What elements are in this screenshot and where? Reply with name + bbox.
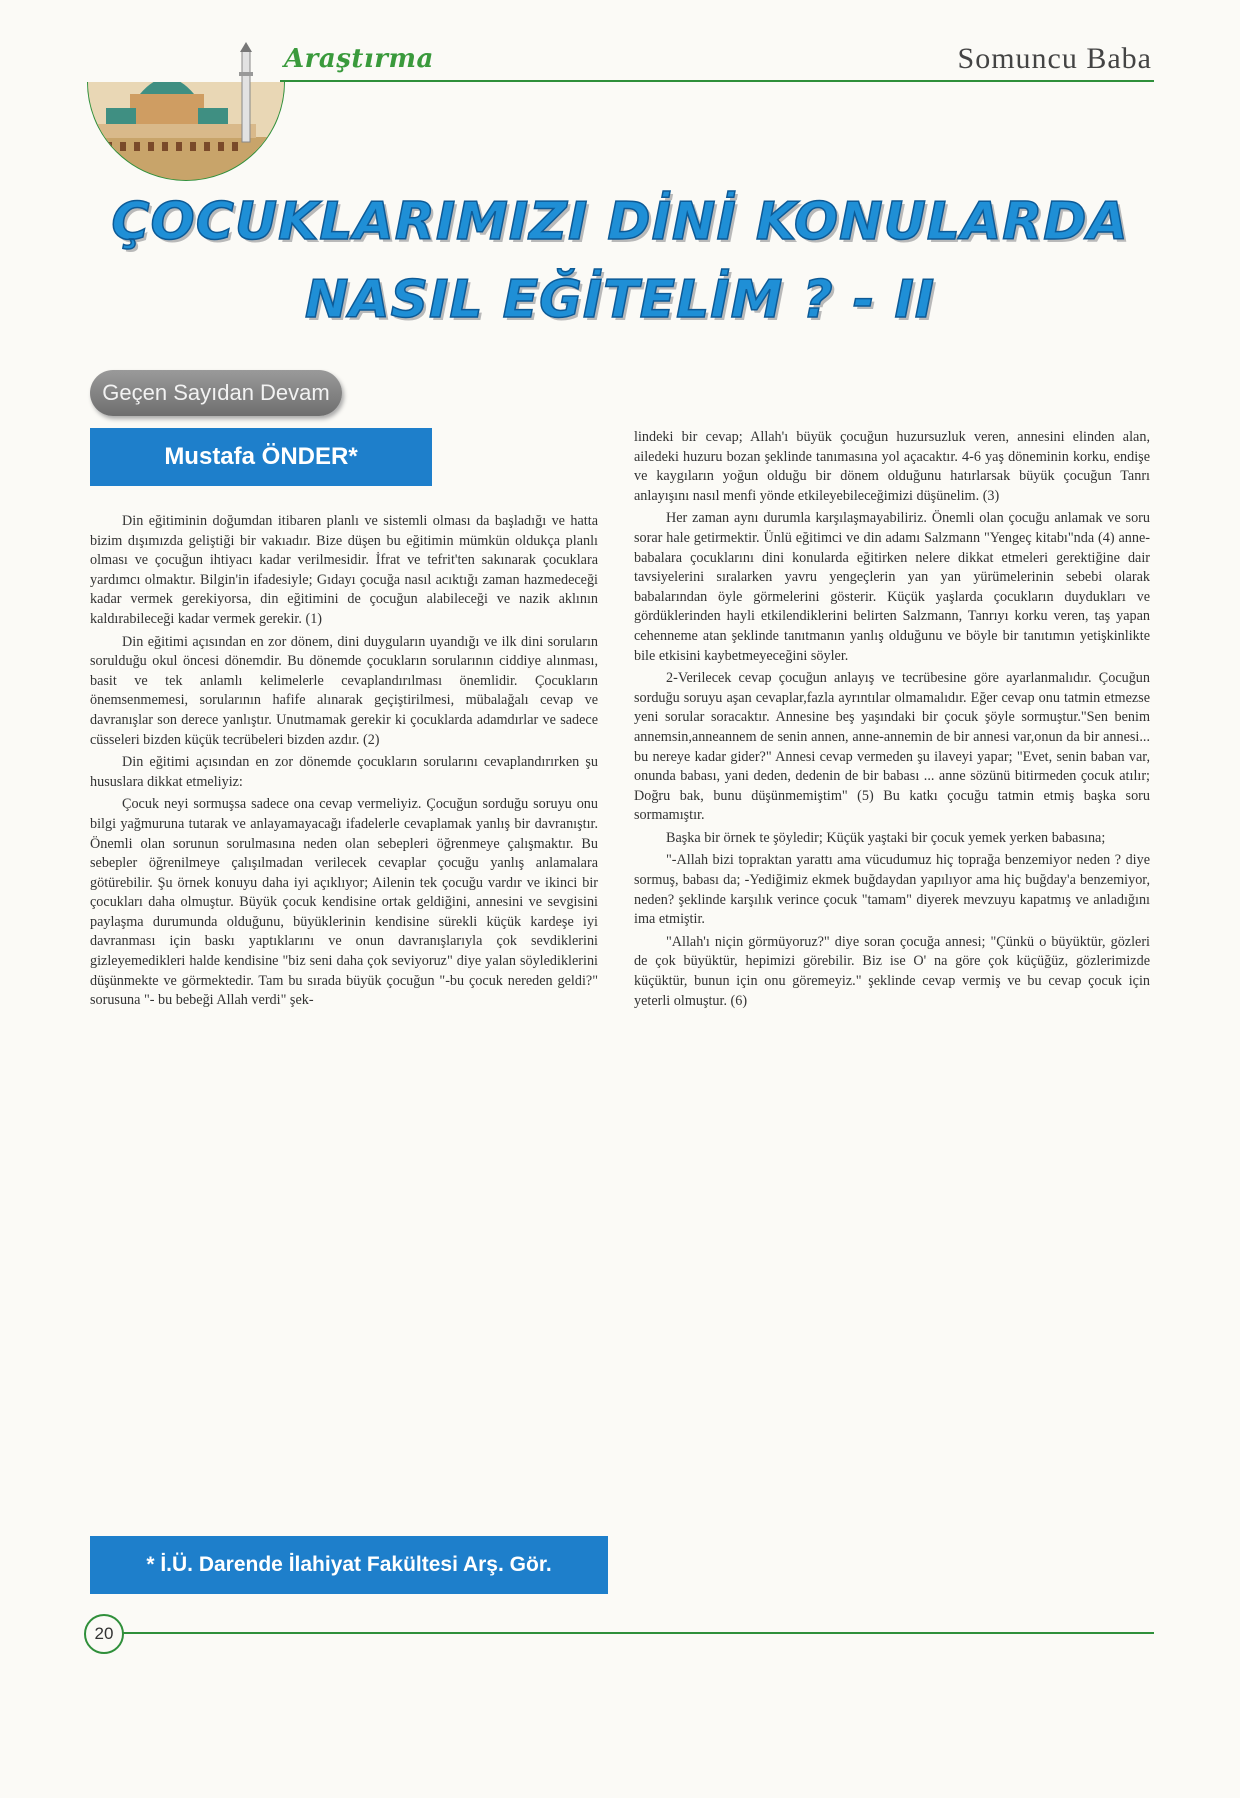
right-column [634, 428, 1150, 1798]
continued-badge: Geçen Sayıdan Devam [90, 370, 342, 416]
paragraph: Çocuk neyi sormuşsa sadece ona cevap vermeliyiz. Çocuğun sorduğu soruyu onu bilgi yağmuruna tutarak ve anlayamayacağı ifadelerle cevaplamak yanlış bir davranıştır. Önemli olan sorunun sorulmasına neden olan sebepleri öğrenmeye çalışmaktır. Bu sebepler öğrenilmeye çalışılmadan verilecek cevaplar çocuğu yanlış anlamalara götürebilir. Şu örnek konuyu daha iyi açıklıyor; Ailenin tek çocuğu vardır ve ikinci bir çocukları daha olmuştur. Büyük çocuk kendisine ortak geldiğini, annesini ve sevgisini paylaşma durumunda olduğunu, büyüklerinin kendisine sürekli küçük kardeşe iyi davranması için baskı yaptıklarını ve onun davranışlarıyla çok sevdiklerini gizleyemedikleri halde kendisine "biz seni daha çok seviyoruz" diye yalan söylediklerini düşünmekte ve görmektedir. Tam bu sırada büyük çocuğun "-bu çocuk nereden geldi?" sorusuna "- bu bebeği Allah verdi" şek- [90, 796, 598, 1009]
section-label: Araştırma [284, 44, 434, 74]
magazine-name: Somuncu Baba [957, 42, 1152, 75]
paragraph: Başka bir örnek te şöyledir; Küçük yaştaki bir çocuk yemek yerken babasına; [666, 829, 1106, 846]
author-box: Mustafa ÖNDER* [90, 428, 432, 486]
paragraph: lindeki bir cevap; Allah'ı büyük çocuğun huzursuzluk veren, annesini elinden alan, ailedeki huzuru bozan şeklinde tanımasına yol açacaktır. 4-6 yaş döneminin korku, endişe ve kaygıların yoğun olduğu bir dönem olduğunu hatırlarsak büyük çocuğun Tanrı anlayışını nasıl menfi yönde etkileyebileceğimizi düşünelim. (3) [634, 429, 1150, 504]
paragraph: Din eğitiminin doğumdan itibaren planlı ve sistemli olması da başladığı ve hatta bizim dışımızda geliştiği bir vakıadır. Bize düşen bu eğitimin mümkün oldukça planlı olması ve çocuğun ihtiyacı kadar verilmesidir. İfrat ve tefrit'ten sakınarak çocuklara yardımcı olmaktır. Bilgin'in ifadesiyle; Gıdayı çocuğa nasıl acıktığı zaman hazmedeceği kadar vermek gerekiyorsa, din eğitimini de çocuğun alabileceği ve nazik aklının kaldırabileceği kadar vermek gerekir. (1) [90, 513, 598, 627]
paragraph: Din eğitimi açısından en zor dönem, dini duyguların uyandığı ve ilk dini soruların sorulduğu okul öncesi dönemdir. Bu dönemde çocukların sorularının ciddiye alınması, basit ve tek anlamlı kelimelerle cevaplandırılması önemlidir. Çocukların önemsenmemesi, sorularının hafife alınarak geçiştirilmesi, mübalağalı cevap ve davranışlar son derece yanlıştır. Unutmamak gerekir ki çocuklarda adamdırlar ve sadece cüsseleri bizden küçük tecrübeleri bizden azdır. (2) [90, 633, 598, 748]
paragraph: "-Allah bizi topraktan yarattı ama vücudumuz hiç toprağa benzemiyor neden ? diye sormuş, babası da; -Yediğimiz ekmek buğdaydan yapılıyor ama hiç buğday'a benzemiyor, neden? şeklinde karşılık verince çocuk "tamam" diyerek mevzuyu kapatmış ve anladığını ima etmiştir. [634, 852, 1150, 928]
paragraph: Her zaman aynı durumla karşılaşmayabiliriz. Önemli olan çocuğu anlamak ve soru sorar hale getirmektir. Ünlü eğitimci ve din adamı Salzmann "Yengeç kitabı"nda (4) anne-babalara çocuklarını dini konularda eğitirken nelere dikkat etmeleri gerektiğine dair tavsiyelerini sıralarken yavru yengeçlerin yan yan yürümelerinin sebebi olarak babalarından öyle görmelerini gösterir. Küçük yaşlarda çocukların duydukları ve gördüklerinden hayli etkilendiklerini belirten Salzmann, Tanrıyı korku veren, taş yapan cehenneme atan şeklinde tanıtmanın yanlış olduğunu ve böyle bir tanıtımın yetişkinlikte bile etkisini kaybetmeyeceğini söyler. [634, 510, 1150, 664]
paragraph: Din eğitimi açısından en zor dönemde çocukların sorularını cevaplandırırken şu hususlara dikkat etmeliyiz: [90, 754, 598, 790]
article-title-line-1: ÇOCUKLARIMIZI DİNİ KONULARDA [111, 192, 1129, 252]
page-number: 20 [84, 1614, 124, 1654]
paragraph: 2-Verilecek cevap çocuğun anlayış ve tecrübesine göre ayarlanmalıdır. Çocuğun sorduğu soruyu aşan cevaplar,fazla ayrıntılar olmamalıdır. Eğer cevap onu tatmin etmezse yeni sorular soracaktır. Annesine beş yaşındaki bir çocuk şöyle sormuştur."Sen benim annemsin,anneannem de senin annen, anne-annemin de bir annesi var,onun da bir annesi... bu nereye kadar gider?" Annesi cevap vermeden şu ilaveyi yapar; "Evet, senin baban var, onunda babası, yani deden, dedenin de bir babası ... anne sözünü bitirmeden çocuk atılır; Doğru bak, bunu düşünmemiştim" (5) Bu katkı çocuğu tatmin etmiş başka soru sormamıştır. [634, 670, 1150, 824]
article-title-line-2: NASIL EĞİTELİM ? - II [304, 270, 936, 330]
header-rule [280, 80, 1154, 82]
author-affiliation-footnote: * İ.Ü. Darende İlahiyat Fakültesi Arş. Gör. [90, 1536, 608, 1594]
left-column [90, 512, 598, 1522]
paragraph: "Allah'ı niçin görmüyoruz?" diye soran çocuğa annesi; "Çünkü o büyüktür, gözleri de çok büyüktür, hepimizi görebilir. Biz ise O' na göre çok küçüğüz, gözlerimizde küçüktür, bunun için onu göremeyiz." şeklinde cevap vermiş ve bu cevap çocuk için yeterli olmuştur. (6) [634, 933, 1150, 1009]
footer-rule [118, 1632, 1154, 1634]
mosque-emblem-icon [86, 42, 286, 182]
